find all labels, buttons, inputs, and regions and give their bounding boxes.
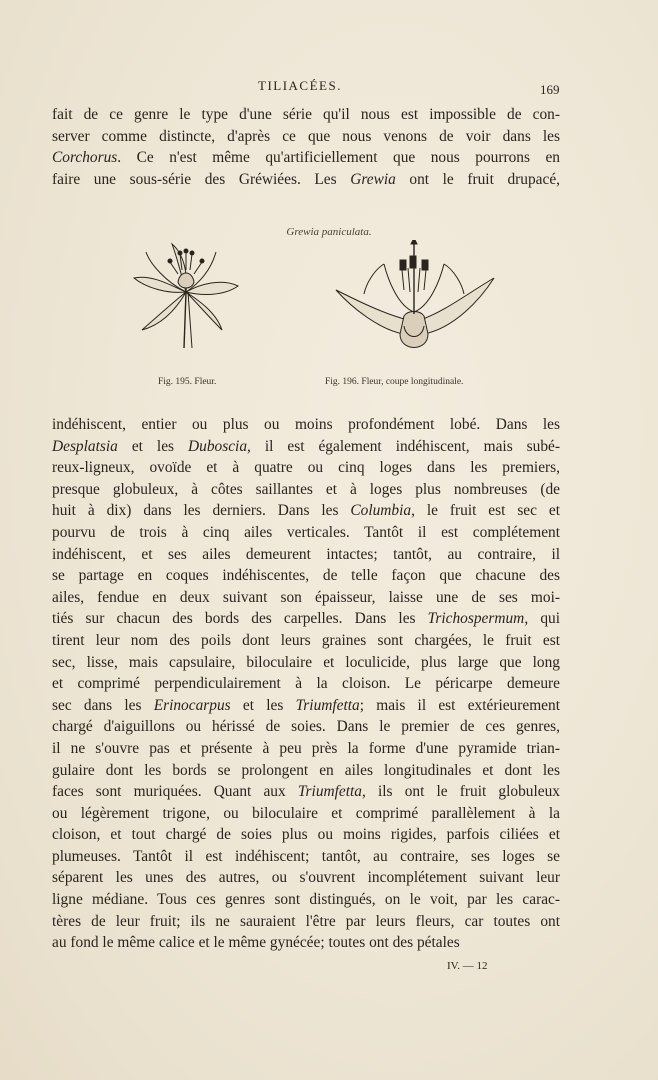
text-line: il ne s'ouvre pas et présente à peu près la forme d'une pyramide trian- [52,739,560,757]
text-line: server comme distincte, d'après ce que nous venons de voir dans les [52,127,560,145]
text-line: séparent les unes des autres, ou s'ouvrent incomplétement suivant leur [52,869,560,887]
text-line: sec, lisse, mais capsulaire, biloculaire et loculicide, plus large que long [52,653,560,671]
text-line: chargé d'aiguillons ou hérissé de soies. Dans le premier de ces genres, [52,718,560,736]
flower-illustration-icon [108,240,264,368]
signature-mark: IV. — 12 [447,960,488,972]
text-line: faces sont muriquées. Quant aux Triumfetta, ils ont le fruit globuleux [52,783,560,801]
page-number: 169 [540,82,560,97]
flower-section-illustration-icon [332,240,500,372]
text-line: au fond le même calice et le même gynécée; toutes ont des pétales [52,934,460,952]
text-line: reux-ligneux, ovoïde et à quatre ou cinq loges dans les premiers, [52,459,560,477]
text-line: et comprimé perpendiculairement à la cloison. Le péricarpe demeure [52,675,560,693]
text-line: cloison, et tout chargé de soies plus ou moins rigides, parfois ciliées et [52,826,560,844]
text-line: presque globuleux, à côtes saillantes et à loges plus nombreuses (de [52,480,560,498]
figure-196-caption: Fig. 196. Fleur, coupe longitudinale. [325,377,464,387]
text-line: pourvu de trois à cinq ailes verticales. Tantôt il est complétement [52,523,560,541]
paragraph-top [52,104,560,190]
text-line: huit à dix) dans les derniers. Dans les Columbia, le fruit est sec et [52,502,560,520]
text-line: ou légèrement trigone, ou biloculaire et comprimé parallèlement à la [52,804,560,822]
text-line: tirent leur nom des poils dont leurs graines sont chargées, le fruit est [52,631,560,649]
text-line: plumeuses. Tantôt il est indéhiscent; tantôt, au contraire, ses loges se [52,847,560,865]
text-line: faire une sous-série des Gréwiées. Les Grewia ont le fruit drupacé, [52,170,560,188]
text-line: Desplatsia et les Duboscia, il est également indéhiscent, mais subé- [52,437,561,455]
text-line: fait de ce genre le type d'une série qu'il nous est impossible de con- [52,106,560,123]
text-line: tiés sur chacun des bords des carpelles. Dans les Trichospermum, qui [52,610,560,628]
text-line: indéhiscent, et ses ailes demeurent intactes; tantôt, au contraire, il [52,545,560,563]
paragraph-main [52,414,560,954]
text-line: Corchorus. Ce n'est même qu'artificiellement que nous pourrons en [52,149,560,167]
running-head [0,78,658,100]
text-line: ailes, fendue en deux suivant son épaisseur, laisse une de ses moi- [52,588,560,606]
text-line: indéhiscent, entier ou plus ou moins profondément lobé. Dans les [52,416,560,433]
text-line: tères de leur fruit; ils ne sauraient l'être par leurs fleurs, car toutes ont [52,912,560,930]
text-line: gulaire dont les bords se prolongent en ailes longitudinales et dont les [52,761,560,779]
figure-group-title: Grewia paniculata. [286,226,372,238]
figure-195-caption: Fig. 195. Fleur. [158,377,217,387]
text-line: se partage en coques indéhiscentes, de telle façon que chacune des [52,567,560,585]
running-title: TILIACÉES. [258,78,342,93]
text-line: sec dans les Erinocarpus et les Triumfetta; mais il est extérieurement [52,696,560,714]
text-line: ligne médiane. Tous ces genres sont distingués, on le voit, par les carac- [52,891,560,909]
